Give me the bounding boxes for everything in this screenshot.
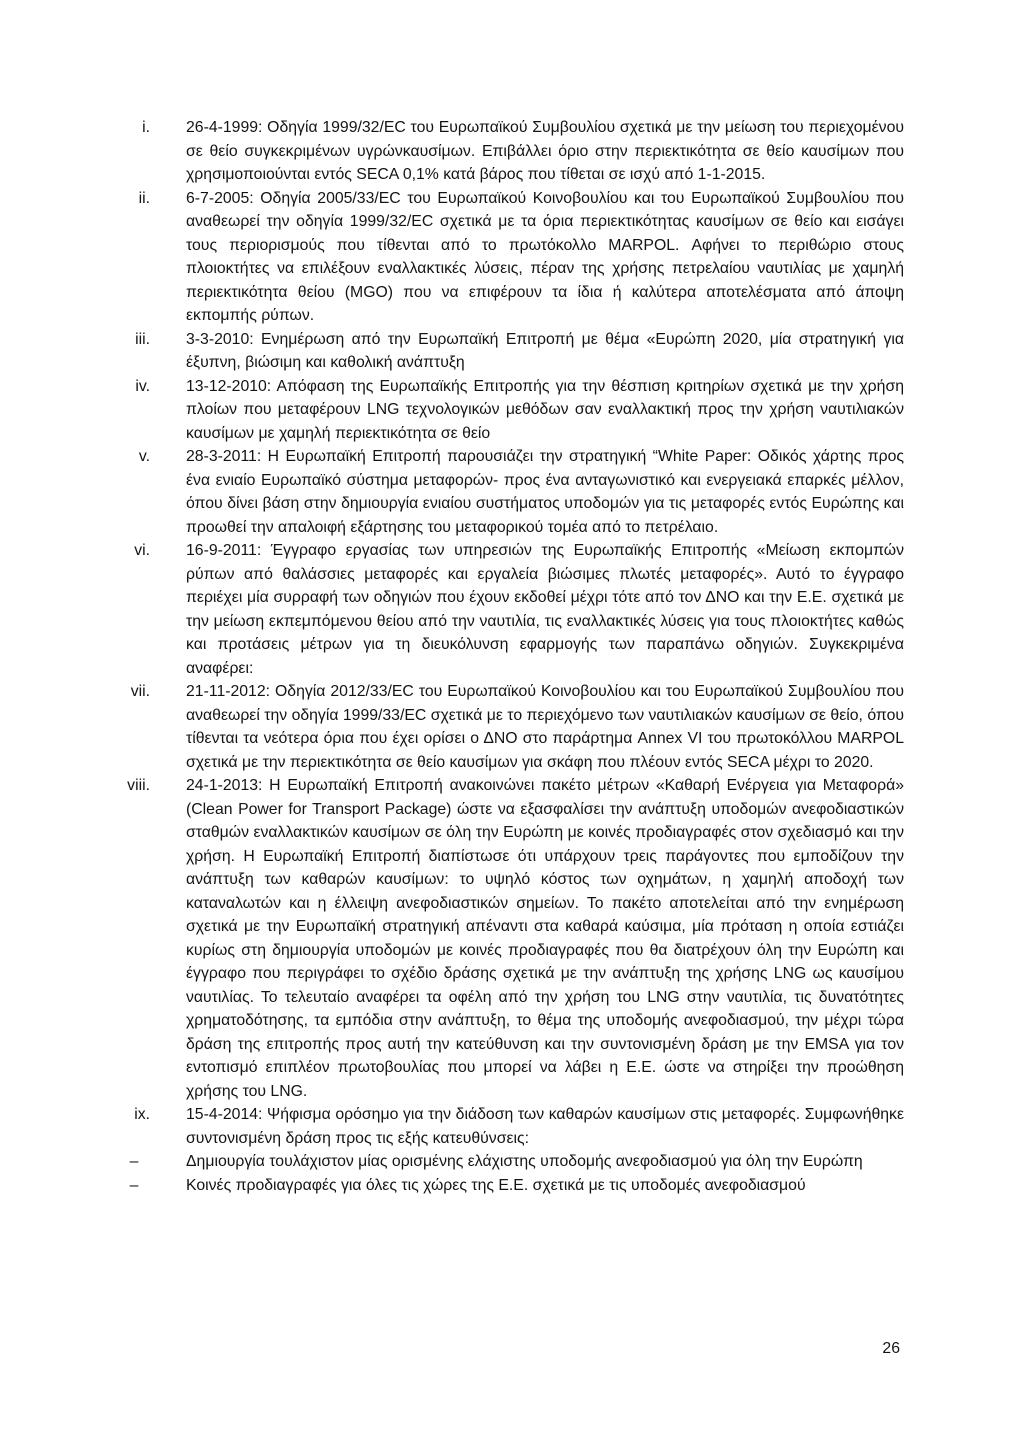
list-item-text: 16-9-2011: Έγγραφο εργασίας των υπηρεσιών της Ευρωπαϊκής Επιτροπής «Μείωση εκπομπών ρύπων από θαλάσσιες μεταφορές και εργαλεία βιώσιμες πλωτές μεταφορές». Αυτό το έγγραφο περιέχει μία συρραφή των οδηγιών που έχουν εκδοθεί μέχρι τότε από τον ΔΝΟ και την Ε.Ε. σχετικά με την μείωση εκπεμπόμενου θείου από την ναυτιλία, τις εναλλακτικές λύσεις για τους πλοιοκτήτες καθώς και προτάσεις μέτρων για τη διευκόλυνση εφαρμογής των παραπάνω οδηγιών. Συγκεκριμένα αναφέρει: <box>186 542 904 677</box>
dash-item-text: Κοινές προδιαγραφές για όλες τις χώρες της Ε.Ε. σχετικά με τις υποδομές ανεφοδιασμού <box>186 1176 806 1194</box>
list-marker: v. <box>138 448 150 465</box>
list-item-text: 21-11-2012: Οδηγία 2012/33/EC του Ευρωπαϊκού Κοινοβουλίου και του Ευρωπαϊκού Συμβουλίου που αναθεωρεί την οδηγία 1999/33/EC σχετικά με το περιεχόμενο των ναυτιλιακών καυσίμων σε θείο, όπου τίθενται τα νεότερα όρια που έχει ορίσει ο ΔΝΟ στο παράρτημα Annex VI του πρωτοκόλλου MARPOL σχετικά με την περιεκτικότητα σε θείο καυσίμων για σκάφη που πλέουν εντός SECA μέχρι το 2020. <box>186 683 904 771</box>
list-item-iv <box>0 375 904 446</box>
regulation-timeline-list <box>0 116 1024 1197</box>
list-marker: i. <box>142 119 150 136</box>
dash-item-2 <box>0 1174 904 1198</box>
list-item-vi <box>0 539 904 680</box>
list-item-viii <box>0 774 904 1103</box>
list-item-text: 13-12-2010: Απόφαση της Ευρωπαϊκής Επιτροπής για την θέσπιση κριτηρίων σχετικά με την χρήση πλοίων που μεταφέρουν LNG τεχνολογικών μεθόδων σαν εναλλακτική προς την χρήση ναυτιλιακών καυσίμων με χαμηλή περιεκτικότητα σε θείο <box>186 377 904 442</box>
dash-item-1 <box>0 1150 904 1174</box>
dash-marker: – <box>129 1176 139 1194</box>
list-marker: vii. <box>130 683 150 700</box>
list-marker: ix. <box>134 1106 150 1123</box>
list-item-iii <box>0 328 904 375</box>
list-item-i <box>0 116 904 187</box>
list-item-text: 15-4-2014: Ψήφισμα ορόσημο για την διάδοση των καθαρών καυσίμων στις μεταφορές. Συμφωνήθηκε συντονισμένη δράση προς τις εξής κατευθύνσεις: <box>186 1106 904 1147</box>
dash-marker: – <box>129 1153 139 1170</box>
dash-item-text: Δημιουργία τουλάχιστον μίας ορισμένης ελάχιστης υποδομής ανεφοδιασμού για όλη την Ευρώπη <box>186 1153 863 1170</box>
list-item-text: 6-7-2005: Οδηγία 2005/33/EC του Ευρωπαϊκού Κοινοβουλίου και του Ευρωπαϊκού Συμβουλίου που αναθεωρεί την οδηγία 1999/32/EC σχετικά με τα όρια περιεκτικότητας καυσίμων σε θείο και εισάγει τους περιορισμούς που τίθενται από το πρωτόκολλο MARPOL. Αφήνει το περιθώριο στους πλοιοκτήτες να επιλέξουν εναλλακτικές λύσεις, πέραν της χρήσης πετρελαίου ναυτιλίας με χαμηλή περιεκτικότητα θείου (MGO) που να επιφέρουν τα ίδια ή καλύτερα αποτελέσματα από άποψη εκπομπής ρύπων. <box>186 189 904 324</box>
list-item-text: 24-1-2013: Η Ευρωπαϊκή Επιτροπή ανακοινώνει πακέτο μέτρων «Καθαρή Ενέργεια για Μεταφορά» (Clean Power for Transport Package) ώστε να εξασφαλίσει την ανάπτυξη υποδομών ανεφοδιαστικών σταθμών εναλλακτικών καυσίμων σε όλη την Ευρώπη με κοινές προδιαγραφές στον σχεδιασμό και την χρήση. Η Ευρωπαϊκή Επιτροπή διαπίστωσε ότι υπάρχουν τρεις παράγοντες που εμποδίζουν την ανάπτυξη των καθαρών καυσίμων: το υψηλό κόστος των οχημάτων, η χαμηλή αποδοχή των καταναλωτών και η έλλειψη ανεφοδιαστικών σημείων. Το πακέτο αποτελείται από την ενημέρωση σχετικά με την Ευρωπαϊκή στρατηγική απέναντι στα καθαρά καύσιμα, μία πρόταση η οποία εστιάζει κυρίως στη δημιουργία υποδομών με κοινές προδιαγραφές που θα διατρέχουν όλη την Ευρώπη και έγγραφο που περιγράφει το σχέδιο δράσης σχετικά με την ανάπτυξη της χρήσης LNG ως καυσίμου ναυτιλίας. Το τελευταίο αναφέρει τα οφέλη από την χρήση του LNG στην ναυτιλία, τις δυνατότητες χρηματοδότησης, τα εμπόδια στην ανάπτυξη, το θέμα της υποδομής ανεφοδιασμού, την μέχρι τώρα δράση της επιτροπής προς αυτή την κατεύθυνση και την συντονισμένη δράση με την EMSA για τον εντοπισμό επιπλέον πρωτοβουλίας που μπορεί να λάβει η Ε.Ε. ώστε να στηρίξει την προώθηση χρήσης του LNG. <box>186 777 904 1100</box>
list-item-vii <box>0 680 904 774</box>
list-marker: vi. <box>134 542 150 559</box>
list-marker: viii. <box>127 777 150 794</box>
list-item-ii <box>0 187 904 328</box>
list-item-v <box>0 445 904 539</box>
list-item-text: 28-3-2011: Η Ευρωπαϊκή Επιτροπή παρουσιάζει την στρατηγική “White Paper: Οδικός χάρτης προς ένα ενιαίο Ευρωπαϊκό σύστημα μεταφορών- προς ένα ανταγωνιστικό και ενεργειακά επαρκές μέλλον, όπου δίνει βάση στην δημιουργία ενιαίου συστήματος υποδομών για τις μεταφορές εντός Ευρώπης και προωθεί την απαλοιφή εξάρτησης του μεταφορικού τομέα από το πετρέλαιο. <box>186 448 904 536</box>
list-item-text: 3-3-2010: Ενημέρωση από την Ευρωπαϊκή Επιτροπή με θέμα «Ευρώπη 2020, μία στρατηγική για έξυπνη, βιώσιμη και καθολική ανάπτυξη <box>186 330 904 371</box>
list-marker: iii. <box>135 330 150 348</box>
list-item-ix <box>0 1103 904 1150</box>
list-marker: ii. <box>138 189 150 207</box>
page-number: 26 <box>882 1340 900 1357</box>
list-marker: iv. <box>135 377 150 395</box>
list-item-text: 26-4-1999: Οδηγία 1999/32/EC του Ευρωπαϊκού Συμβουλίου σχετικά με την μείωση του περιεχομένου σε θείο συγκεκριμένων υγρώνκαυσίμων. Επιβάλλει όριο στην περιεκτικότητα σε θείο καυσίμων που χρησιμοποιούνται εντός SECA 0,1% κατά βάρος που τίθεται σε ισχύ από 1-1-2015. <box>186 119 904 183</box>
